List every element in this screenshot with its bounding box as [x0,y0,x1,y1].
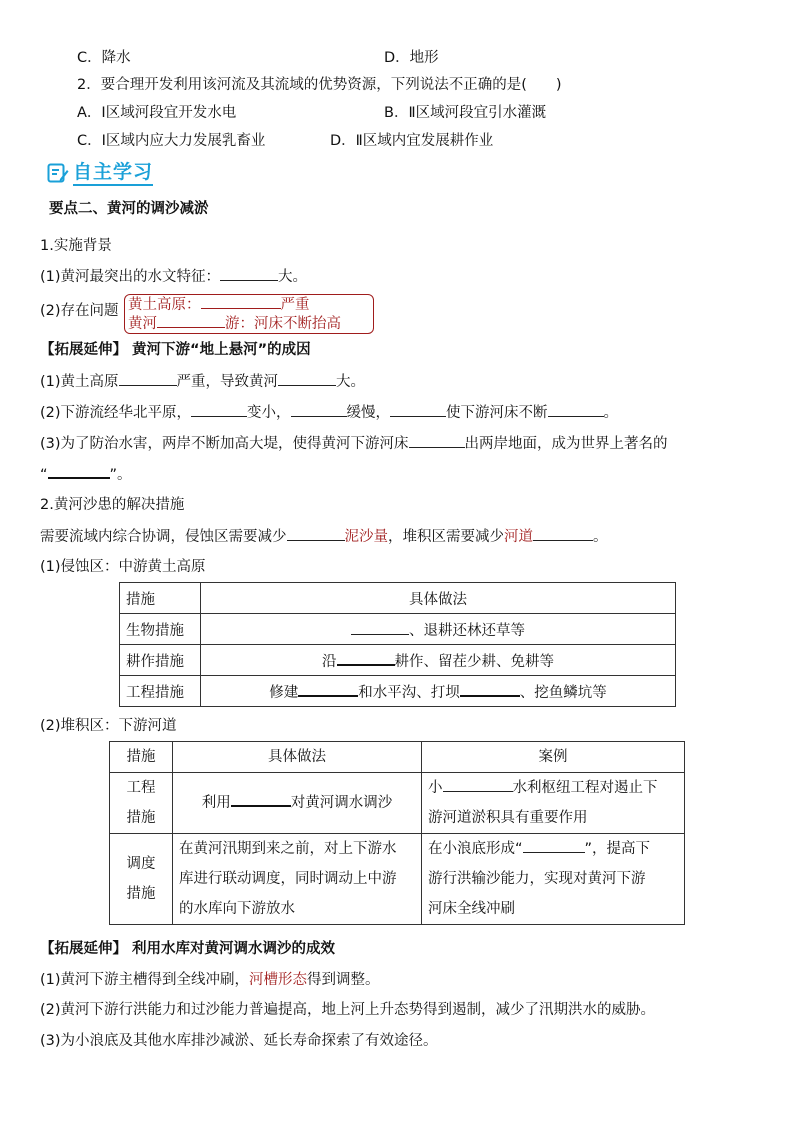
table-header-cell: 措施 [120,583,201,614]
table-header-cell: 措施 [110,742,173,773]
measure-name: 工程 措施 [110,773,173,834]
part2-title: 2.黄河沙患的解决措施 [40,497,185,513]
measure-detail: 沿 耕作、留茬少耕、免耕等 [201,645,676,676]
part2-line1: 需要流域内综合协调，侵蚀区需要减少 泥沙量，堆积区需要减少河道 。 [40,526,608,547]
pencil-note-icon [47,162,69,184]
table-row [120,676,676,707]
q2-option-d: D．Ⅱ区域内宜发展耕作业 [330,133,494,149]
section-heading: 要点二、黄河的调沙减淤 [49,201,209,217]
measure-detail: 、退耕还林还草等 [201,614,676,645]
erosion-measures-table [119,582,676,707]
part1-line2-label: (2)存在问题 [40,303,119,319]
q2-option-c: C．Ⅰ区域内应大力发展乳畜业 [77,133,266,149]
ext1-line2: (2)下游流经华北平原， 变小， 缓慢， 使下游河床不断 。 [40,402,618,423]
q2-option-a: A．Ⅰ区域河段宜开发水电 [77,105,237,121]
self-study-badge [47,160,153,186]
ext2-line3: (3)为小浪底及其他水库排沙减淤、延长寿命探索了有效途径。 [40,1033,438,1049]
part1-line1: (1)黄河最突出的水文特征： 大。 [40,266,307,287]
table-header-cell: 具体做法 [173,742,422,773]
option-d-terrain: D．地形 [384,50,439,66]
table-row [120,645,676,676]
measure-detail: 修建 和水平沟、打坝 、挖鱼鳞坑等 [201,676,676,707]
self-study-label: 自主学习 [73,161,153,186]
brace-line-bottom: 黄河 游：河床不断抬高 [128,313,341,333]
table-header-cell: 具体做法 [201,583,676,614]
question-2-stem: 2．要合理开发利用该河流及其流域的优势资源，下列说法不正确的是( ) [77,77,562,93]
table-row [110,773,685,834]
ext1-line1: (1)黄土高原 严重，导致黄河 大。 [40,371,365,392]
table-row [110,834,685,925]
part2-sub1: (1)侵蚀区：中游黄土高原 [40,559,206,575]
q2-option-b: B．Ⅱ区域河段宜引水灌溉 [384,105,547,121]
measure-detail: 在黄河汛期到来之前，对上下游水 库进行联动调度，同时调动上中游 的水库向下游放水 [173,834,422,925]
option-c-rainfall: C．降水 [77,50,131,66]
part2-sub2: (2)堆积区：下游河道 [40,718,177,734]
extension-2-title: 【拓展延伸】 利用水库对黄河调水调沙的成效 [40,941,336,957]
part1-title: 1.实施背景 [40,238,112,254]
measure-name: 生物措施 [120,614,201,645]
ext2-line1: (1)黄河下游主槽得到全线冲刷，河槽形态得到调整。 [40,972,380,988]
ext2-line2: (2)黄河下游行洪能力和过沙能力普遍提高，地上河上升态势得到遏制，减少了汛期洪水的威胁。 [40,1002,656,1018]
extension-1-title: 【拓展延伸】 黄河下游“地上悬河”的成因 [40,342,311,358]
ext1-line3: (3)为了防治水害，两岸不断加高大堤，使得黄河下游河床 出两岸地面，成为世界上著名的 [40,433,668,454]
table-header-row [110,742,685,773]
measure-name: 调度 措施 [110,834,173,925]
measure-case: 小 水利枢纽工程对遏止下 游河道淤积具有重要作用 [422,773,685,834]
brace-line-top: 黄土高原： 严重 [128,294,310,314]
ext1-line4: “ ”。 [40,463,132,485]
measure-name: 工程措施 [120,676,201,707]
measure-detail: 利用 对黄河调水调沙 [173,773,422,834]
measure-name: 耕作措施 [120,645,201,676]
table-header-cell: 案例 [422,742,685,773]
deposition-measures-table [109,741,685,925]
table-row [120,614,676,645]
table-header-row [120,583,676,614]
measure-case: 在小浪底形成“ ”，提高下 游行洪输沙能力，实现对黄河下游 河床全线冲刷 [422,834,685,925]
